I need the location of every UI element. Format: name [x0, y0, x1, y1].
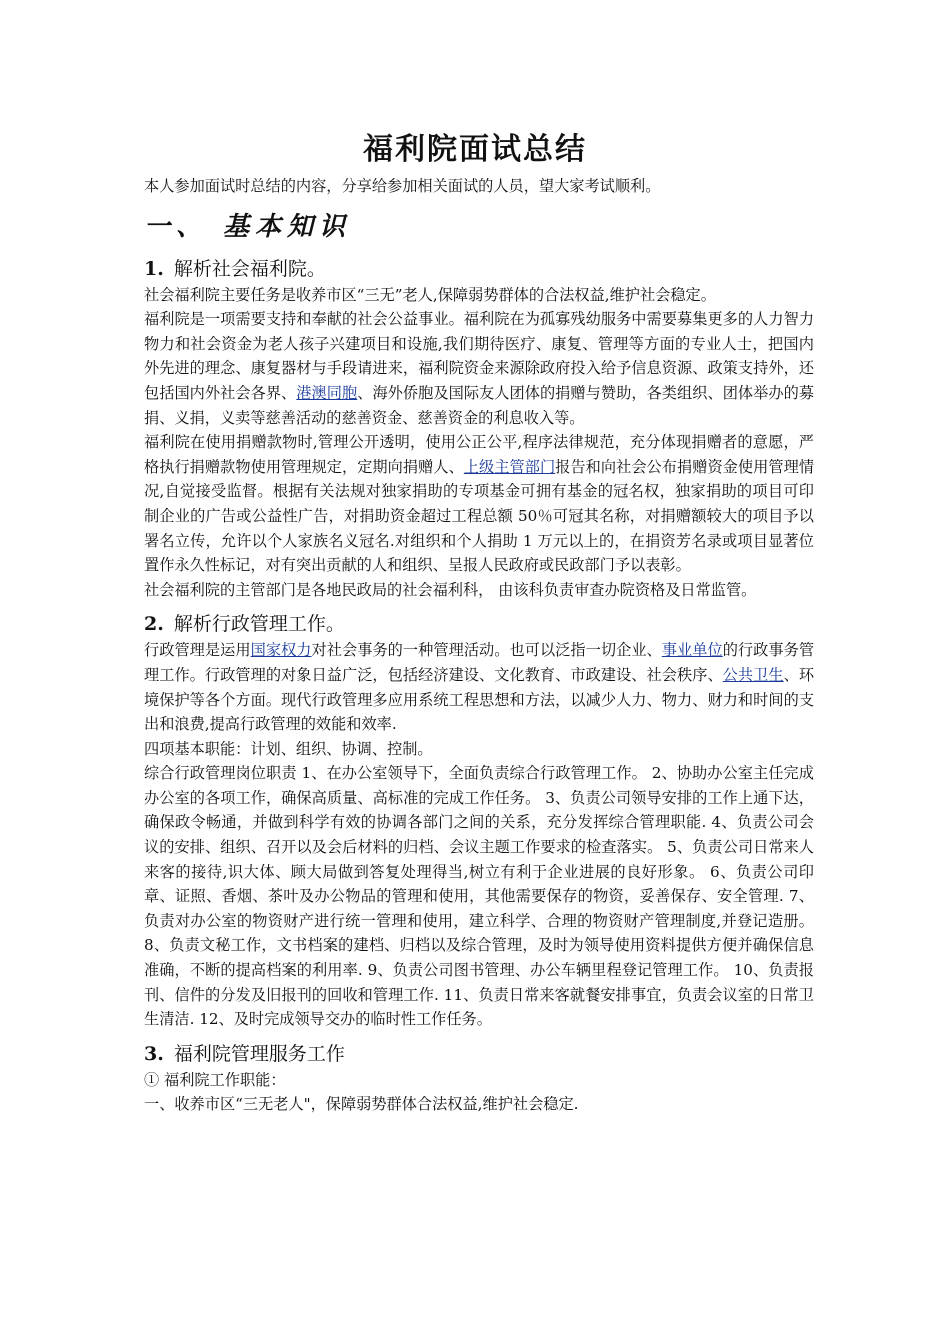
paragraph: ① 福利院工作职能： — [144, 1070, 286, 1089]
text-run: 报告和向社会公布捐赠资金使用管理情况,自觉接受监督。根据有关法规对独家捐助的专项基金可拥有基金的冠名权，独家捐助的项目可印制企业的广告或公益性广告，对捐助资金超过工程总额 50％可冠其名称，对捐赠额较大的项目予以署名立传，允许以个人家族名义冠名.对组织和个人捐助 1 万元以上的，在捐资芳名录或项目显著位置作永久性标记，对有突出贡献的人和组织、呈报人民政府或民政部门予以表彰。 — [144, 457, 815, 575]
heading-number: 3. — [144, 1042, 164, 1065]
text-run: 福利院在使用捐赠款物时,管理公开透明，使用公正公平,程序法律规范，充分体现捐赠者的意愿，严格执行捐赠款物使用管理规定，定期向捐赠人、 — [144, 433, 814, 476]
document-body — [144, 174, 814, 1117]
paragraph: 社会福利院主要任务是收养市区“三无”老人,保障弱势群体的合法权益,维护社会稳定。 — [144, 285, 716, 304]
paragraph — [144, 430, 814, 578]
text-run: 对社会事务的一种管理活动。也可以泛指一切企业、 — [311, 641, 662, 660]
link-gangao-tongbao[interactable]: 港澳同胞 — [296, 383, 358, 402]
heading-3 — [144, 1040, 814, 1068]
text-run: 行政管理是运用 — [144, 641, 251, 660]
paragraph: 四项基本职能：计划、组织、协调、控制。 — [144, 739, 433, 758]
text-run: 、海外侨胞及国际友人团体的捐赠与赞助，各类组织、团体举办的募捐、义捐，义卖等慈善活动的慈善资金、慈善资金的利息收入等。 — [144, 383, 815, 427]
text-run: 的行政事务管理工作。行政管理的对象日益广泛，包括经济建设、文化教育、市政建设、社会秩序、 — [144, 641, 815, 684]
heading-number: 1. — [144, 257, 164, 280]
link-superior-department[interactable]: 上级主管部门 — [463, 457, 556, 476]
link-public-health[interactable]: 公共卫生 — [722, 665, 784, 684]
paragraph: 综合行政管理岗位职责 1、在办公室领导下，全面负责综合行政管理工作。 2、协助办公室主任完成办公室的各项工作，确保高质量、高标准的完成工作任务。 3、负责公司领导安排的工作上通下达，确保政令畅通，并做到科学有效的协调各部门之间的关系，充分发挥综合管理职能. 4、负责公司会议的安排、组织、召开以及会后材料的归档、会议主题工作要求的检查落实。 5、负责公司日常来人来客的接待,识大体、顾大局做到答复处理得当,树立有利于企业进展的良好形象。 6、负责公司印章、证照、香烟、茶叶及办公物品的管理和使用，其他需要保存的物资，妥善保存、安全管理. 7、负责对办公室的物资财产进行统一管理和使用，建立科学、合理的物资财产管理制度,并登记造册。 8、负责文秘工作，文书档案的建档、归档以及综合管理，及时为领导使用资料提供方便并确保信息准确，不断的提高档案的利用率. 9、负责公司图书管理、办公车辆里程登记管理工作。 10、负责报刊、信件的分发及旧报刊的回收和管理工作. 11、负责日常来客就餐安排事宜，负责会议室的日常卫生清洁. 12、及时完成领导交办的临时性工作任务。 — [144, 764, 814, 1029]
paragraph: 社会福利院的主管部门是各地民政局的社会福利科， 由该科负责审查办院资格及日常监管。 — [144, 580, 757, 599]
heading-text: 解析行政管理工作。 — [173, 613, 345, 636]
heading-text: 解析社会福利院。 — [173, 257, 326, 280]
paragraph — [144, 307, 814, 430]
intro-paragraph: 本人参加面试时总结的内容，分享给参加相关面试的人员，望大家考试顺利。 — [144, 177, 661, 195]
heading-2 — [144, 610, 814, 638]
paragraph — [144, 638, 814, 736]
section-heading-basic-knowledge: 一、 基本知识 — [144, 211, 352, 242]
text-run: 、环境保护等各个方面。现代行政管理多应用系统工程思想和方法，以减少人力、物力、财力和时间的支出和浪费,提高行政管理的效能和效率. — [144, 665, 815, 734]
document-title: 福利院面试总结 — [363, 132, 587, 167]
link-state-power[interactable]: 国家权力 — [250, 641, 312, 660]
text-run: 福利院是一项需要支持和奉献的社会公益事业。福利院在为孤寡残幼服务中需要募集更多的人力智力物力和社会资金为老人孩子兴建项目和设施,我们期待医疗、康复、管理等方面的专业人士，把国内外先进的理念、康复器材与手段请进来，福利院资金来源除政府投入给予信息资源、政策支持外，还包括国内外社会各界、 — [144, 310, 814, 402]
paragraph: 一、收养市区“三无老人"，保障弱势群体合法权益,维护社会稳定. — [144, 1095, 579, 1114]
heading-text: 福利院管理服务工作 — [173, 1042, 345, 1065]
heading-number: 2. — [144, 613, 164, 636]
heading-1 — [144, 255, 814, 283]
link-public-institution[interactable]: 事业单位 — [661, 641, 723, 660]
